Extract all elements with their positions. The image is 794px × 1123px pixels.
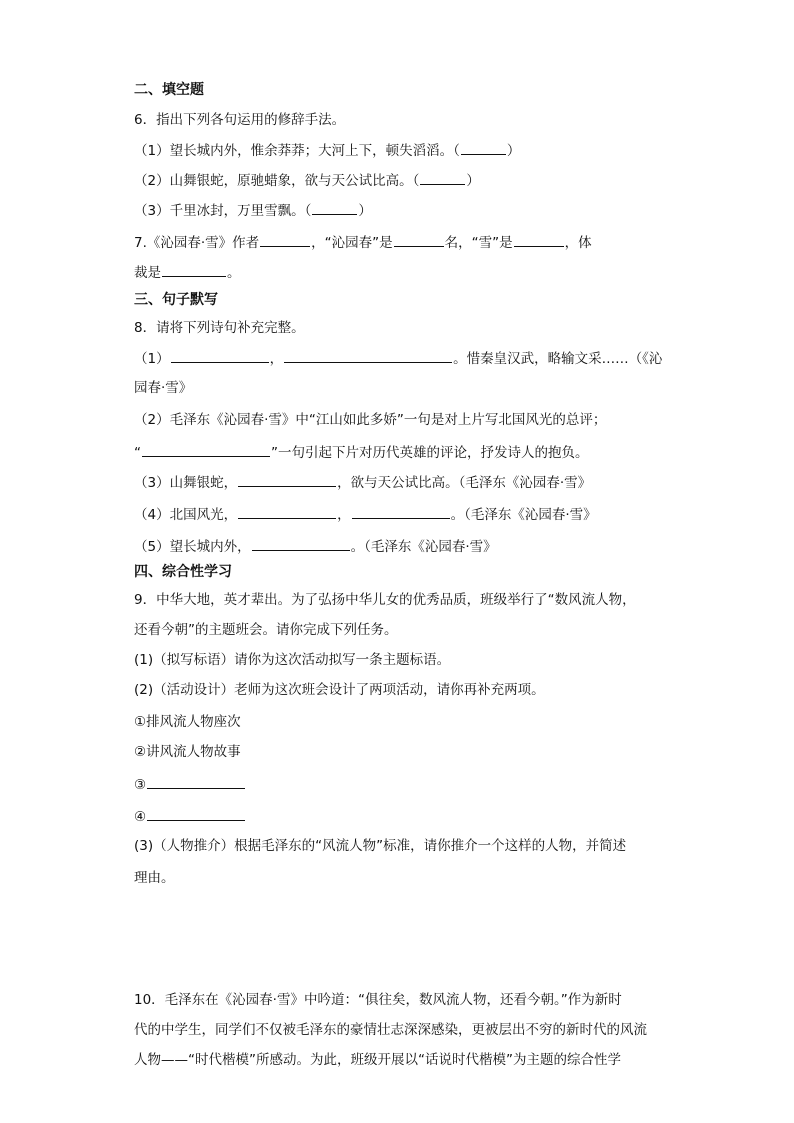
activity-item-3: ③ [134, 774, 674, 795]
question-8-item-2: （2）毛泽东《沁园春·雪》中“江山如此多娇”一句是对上片写北国风光的总评； [134, 412, 607, 428]
question-7-line-1: 7.《沁园春·雪》作者 ，“沁园春”是 名，“雪”是 ，体 [134, 232, 674, 253]
answer-blank[interactable] [394, 232, 444, 247]
activity-item-1: ①排风流人物座次 [134, 714, 241, 730]
section-fill-blank-title: 二、填空题 [134, 82, 204, 98]
answer-blank[interactable] [352, 504, 450, 519]
question-9-part-1: (1)（拟写标语）请你为这次活动拟写一条主题标语。 [134, 652, 451, 668]
answer-blank[interactable] [284, 348, 452, 363]
question-10-line-3: 人物——“时代楷模”所感动。为此，班级开展以“话说时代楷模”为主题的综合性学 [134, 1052, 621, 1068]
question-10-line-2: 代的中学生，同学们不仅被毛泽东的豪情壮志深深感染，更被层出不穷的新时代的风流 [134, 1022, 647, 1038]
answer-blank[interactable] [260, 232, 310, 247]
question-8-item-4: （4）北国风光， ， 。（毛泽东《沁园春·雪》 [134, 504, 674, 525]
answer-blank[interactable] [162, 262, 226, 277]
question-8-item-5: （5）望长城内外， 。（毛泽东《沁园春·雪》 [134, 536, 674, 557]
question-8-item-3: （3）山舞银蛇， ，欲与天公试比高。（毛泽东《沁园春·雪》 [134, 472, 674, 493]
answer-blank[interactable] [514, 232, 564, 247]
question-7-line-2: 裁是 。 [134, 262, 674, 283]
question-6-item-2: （2）山舞银蛇，原驰蜡象，欲与天公试比高。（ ） [134, 170, 674, 191]
question-9-part-3: (3)（人物推介）根据毛泽东的“风流人物”标准，请你推介一个这样的人物，并简述 [134, 838, 627, 854]
question-8-stem: 8．请将下列诗句补充完整。 [134, 320, 305, 336]
question-10-line-1: 10．毛泽东在《沁园春·雪》中吟道：“俱往矣，数风流人物，还看今朝。”作为新时 [134, 992, 622, 1008]
answer-blank[interactable] [420, 170, 465, 185]
section-recitation-title: 三、句子默写 [134, 292, 218, 308]
answer-blank[interactable] [238, 472, 336, 487]
section-integrated-learning-title: 四、综合性学习 [134, 564, 232, 580]
question-8-item-2-cont: “ ”一句引起下片对历代英雄的评论，抒发诗人的抱负。 [134, 442, 674, 463]
activity-item-4: ④ [134, 806, 674, 827]
answer-blank[interactable] [238, 504, 336, 519]
question-9-part-2: (2)（活动设计）老师为这次班会设计了两项活动，请你再补充两项。 [134, 682, 545, 698]
answer-blank[interactable] [461, 140, 506, 155]
answer-blank[interactable] [252, 536, 350, 551]
answer-blank[interactable] [147, 806, 245, 821]
answer-blank[interactable] [142, 442, 270, 457]
activity-item-2: ②讲风流人物故事 [134, 744, 241, 760]
question-6-item-1: （1）望长城内外，惟余莽莽；大河上下，顿失滔滔。（ ） [134, 140, 674, 161]
answer-blank[interactable] [312, 200, 357, 215]
question-9-part-3-cont: 理由。 [134, 870, 175, 886]
question-9-line-2: 还看今朝”的主题班会。请你完成下列任务。 [134, 622, 398, 638]
answer-blank[interactable] [147, 774, 245, 789]
question-6-stem: 6．指出下列各句运用的修辞手法。 [134, 112, 346, 128]
answer-blank[interactable] [171, 348, 269, 363]
question-8-item-1: （1） ， 。惜秦皇汉武，略输文采……（《沁 [134, 348, 674, 369]
question-8-item-1-cont: 园春·雪》 [134, 380, 193, 396]
question-9-line-1: 9．中华大地，英才辈出。为了弘扬中华儿女的优秀品质，班级举行了“数风流人物， [134, 592, 636, 608]
question-6-item-3: （3）千里冰封，万里雪飘。（ ） [134, 200, 674, 221]
